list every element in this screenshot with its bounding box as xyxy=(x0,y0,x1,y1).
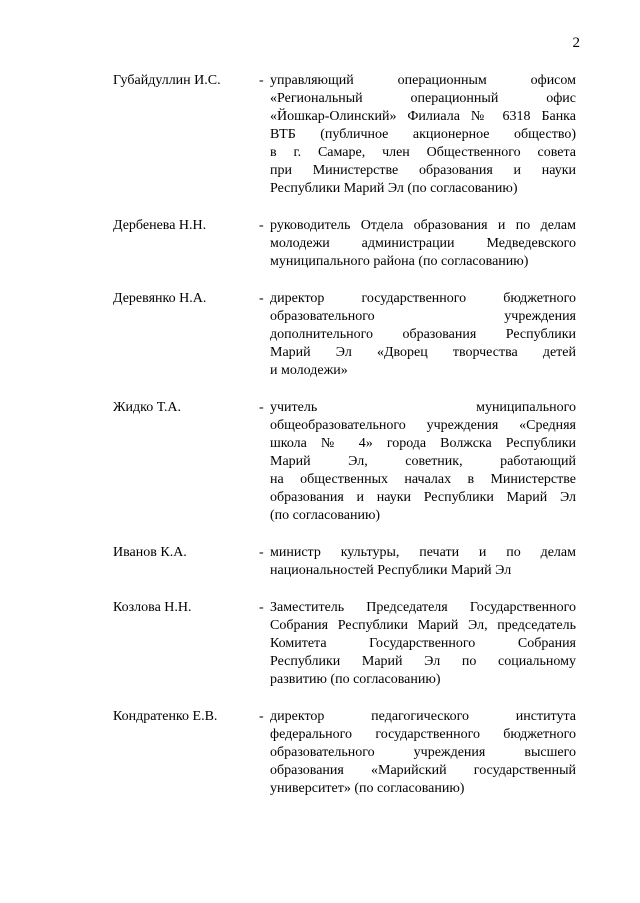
member-entry xyxy=(113,399,578,525)
dash-separator: - xyxy=(259,545,264,560)
dash-separator: - xyxy=(259,600,264,615)
position-line: образования и науки Республики Марий Эл xyxy=(270,490,576,505)
position-line: ВТБ (публичное акционерное общество) xyxy=(270,127,576,142)
position-line: при Министерстве образования и науки xyxy=(270,163,576,178)
member-position xyxy=(270,290,576,380)
member-position xyxy=(270,599,576,689)
page-number: 2 xyxy=(572,35,580,51)
position-line: на общественных началах в Министерстве xyxy=(270,472,576,487)
position-line: университет» (по согласованию) xyxy=(270,781,465,796)
position-line: «Региональный операционный офис xyxy=(270,91,576,106)
position-line: и молодежи» xyxy=(270,363,348,378)
position-line: Комитета Государственного Собрания xyxy=(270,636,576,651)
position-line: министр культуры, печати и по делам xyxy=(270,545,576,560)
position-line: директор государственного бюджетного xyxy=(270,291,576,306)
member-name: Иванов К.А. xyxy=(113,545,187,560)
position-line: образовательного учреждения высшего xyxy=(270,745,576,760)
position-line: дополнительного образования Республики xyxy=(270,327,576,342)
dash-separator: - xyxy=(259,400,264,415)
position-line: руководитель Отдела образования и по делам xyxy=(270,218,576,233)
position-line: муниципального района (по согласованию) xyxy=(270,254,529,269)
member-entry xyxy=(113,72,578,198)
dash-separator: - xyxy=(259,73,264,88)
position-line: общеобразовательного учреждения «Средняя xyxy=(270,418,576,433)
member-entry xyxy=(113,544,578,580)
position-line: Заместитель Председателя Государственного xyxy=(270,600,576,615)
position-line: Марий Эл «Дворец творчества детей xyxy=(270,345,576,360)
position-line: Марий Эл, советник, работающий xyxy=(270,454,576,469)
member-name: Дербенева Н.Н. xyxy=(113,218,207,233)
member-name: Жидко Т.А. xyxy=(113,400,182,415)
position-line: образования «Марийский государственный xyxy=(270,763,576,778)
position-line: Собрания Республики Марий Эл, председатель xyxy=(270,618,576,633)
position-line: директор педагогического института xyxy=(270,709,576,724)
dash-separator: - xyxy=(259,709,264,724)
member-position xyxy=(270,708,576,798)
dash-separator: - xyxy=(259,291,264,306)
member-entry xyxy=(113,290,578,380)
member-entry xyxy=(113,599,578,689)
position-line: (по согласованию) xyxy=(270,508,381,523)
member-name: Козлова Н.Н. xyxy=(113,600,192,615)
position-line: федерального государственного бюджетного xyxy=(270,727,576,742)
member-entry xyxy=(113,708,578,798)
member-name: Кондратенко Е.В. xyxy=(113,709,218,724)
member-entry xyxy=(113,217,578,271)
member-name: Губайдуллин И.С. xyxy=(113,73,221,88)
position-line: молодежи администрации Медведевского xyxy=(270,236,576,251)
position-line: Республики Марий Эл (по согласованию) xyxy=(270,181,518,196)
position-line: в г. Самаре, член Общественного совета xyxy=(270,145,576,160)
position-line: школа № 4» города Волжска Республики xyxy=(270,436,576,451)
member-position xyxy=(270,544,576,580)
position-line: образовательного учреждения xyxy=(270,309,576,324)
member-position xyxy=(270,72,576,198)
position-line: национальностей Республики Марий Эл xyxy=(270,563,512,578)
position-line: «Йошкар-Олинский» Филиала № 6318 Банка xyxy=(270,109,576,124)
member-position xyxy=(270,217,576,271)
position-line: Республики Марий Эл по социальному xyxy=(270,654,576,669)
member-list xyxy=(113,72,578,817)
member-position xyxy=(270,399,576,525)
position-line: развитию (по согласованию) xyxy=(270,672,441,687)
member-name: Деревянко Н.А. xyxy=(113,291,207,306)
dash-separator: - xyxy=(259,218,264,233)
position-line: учитель муниципального xyxy=(270,400,576,415)
position-line: управляющий операционным офисом xyxy=(270,73,576,88)
